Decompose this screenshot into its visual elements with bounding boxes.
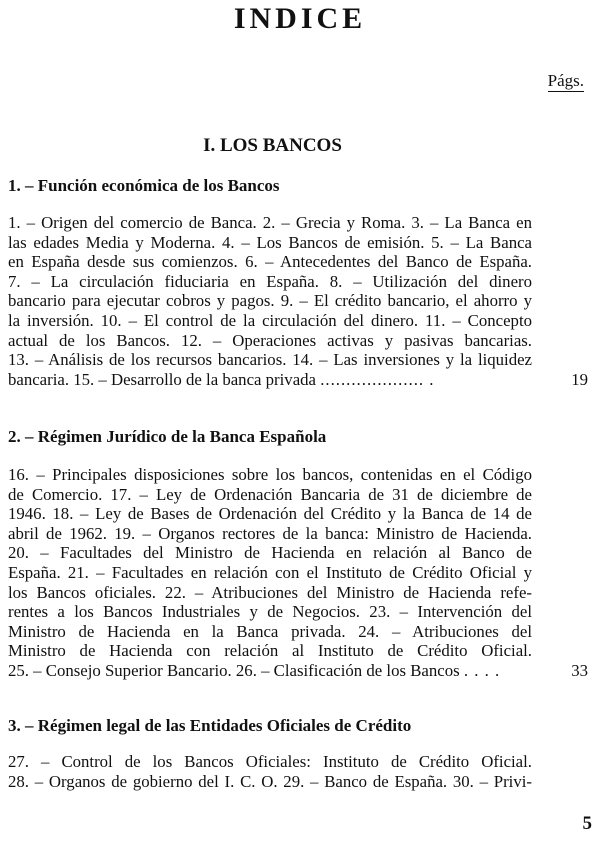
body-line: actual de los Bancos. 12. – Operaciones activas y pasivas bancarias. xyxy=(8,330,532,350)
body-line: 20. – Facultades del Ministro de Hacienda en relación al Banco de xyxy=(8,543,532,563)
body-line: rentes a los Bancos Industriales y de Negocios. 23. – Intervención del xyxy=(8,602,532,622)
body-line-last xyxy=(8,370,532,390)
part-title: I. LOS BANCOS xyxy=(203,135,342,156)
body-line: 7. – La circulación fiduciaria en España. 8. – Utilización del dinero xyxy=(8,271,532,291)
folio-page-number: 5 xyxy=(582,813,592,834)
body-line: 13. – Análisis de los recursos bancarios. 14. – Las inversiones y la liquidez xyxy=(8,350,532,370)
section-body xyxy=(8,752,532,791)
entry-text: bancaria. 15. – Desarrollo de la banca privada xyxy=(8,369,316,389)
section-heading: 2. – Régimen Jurídico de la Banca Española xyxy=(8,427,327,446)
section-heading: 1. – Función económica de los Bancos xyxy=(8,176,280,195)
body-line-last xyxy=(8,661,532,681)
body-line: los Bancos oficiales. 22. – Atribuciones del Ministro de Hacienda refe- xyxy=(8,582,532,602)
body-line: 1. – Origen del comercio de Banca. 2. – Grecia y Roma. 3. – La Banca en xyxy=(8,213,532,232)
body-line: 27. – Control de los Bancos Oficiales: Instituto de Crédito Oficial. xyxy=(8,752,532,771)
section-body xyxy=(8,465,532,681)
page-number: 19 xyxy=(571,369,588,389)
body-line: en España desde sus comienzos. 6. – Antecedentes del Banco de España. xyxy=(8,252,532,272)
pages-column-label: Págs. xyxy=(547,71,584,90)
body-line: 1946. 18. – Ley de Bases de Ordenación del Crédito y la Banca de 14 de xyxy=(8,504,532,524)
body-line: abril de 1962. 19. – Organos rectores de la banca: Ministro de Hacienda. xyxy=(8,523,532,543)
dot-leader: .................... . xyxy=(320,369,435,389)
body-line: 28. – Organos de gobierno del I. C. O. 29. – Banco de España. 30. – Privi- xyxy=(8,771,532,791)
page-title: INDICE xyxy=(233,2,367,35)
body-line: Ministro de Hacienda con relación al Instituto de Crédito Oficial. xyxy=(8,641,532,661)
page-number: 33 xyxy=(571,661,588,680)
body-line: de Comercio. 17. – Ley de Ordenación Bancaria de 31 de diciembre de xyxy=(8,484,532,504)
section-heading: 3. – Régimen legal de las Entidades Oficiales de Crédito xyxy=(8,716,412,735)
section-body xyxy=(8,213,532,389)
body-line: 16. – Principales disposiciones sobre los bancos, contenidas en el Código xyxy=(8,465,532,484)
body-line: la inversión. 10. – El control de la circulación del dinero. 11. – Concepto xyxy=(8,310,532,330)
body-line: bancario para ejecutar cobros y pagos. 9. – El crédito bancario, el ahorro y xyxy=(8,291,532,311)
dot-leader: . . . . xyxy=(463,660,501,680)
body-line: España. 21. – Facultades en relación con el Instituto de Crédito Oficial y xyxy=(8,562,532,582)
entry-text: 25. – Consejo Superior Bancario. 26. – Clasificación de los Bancos xyxy=(8,660,460,680)
body-line: Ministro de Hacienda en la Banca privada. 24. – Atribuciones del xyxy=(8,621,532,641)
body-line: las edades Media y Moderna. 4. – Los Bancos de emisión. 5. – La Banca xyxy=(8,232,532,252)
